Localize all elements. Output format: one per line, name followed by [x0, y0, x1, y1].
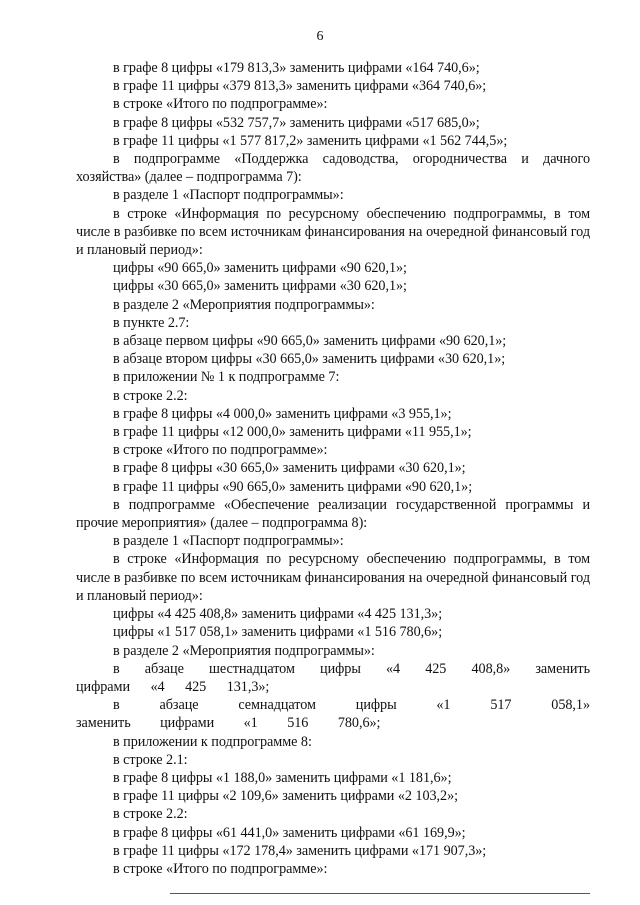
page-number: 6 — [316, 29, 324, 44]
document-paragraph: в графе 8 цифры «61 441,0» заменить цифрами «61 169,9»; — [113, 824, 466, 841]
document-paragraph: в подпрограмме «Поддержка садоводства, огородничества и дачного хозяйства» (далее – подпрограмма 7): — [76, 151, 590, 186]
document-paragraph: в графе 8 цифры «4 000,0» заменить цифрами «3 955,1»; — [113, 405, 452, 422]
document-paragraph: в разделе 1 «Паспорт подпрограммы»: — [113, 187, 344, 204]
document-paragraph: цифры «30 665,0» заменить цифрами «30 620,1»; — [113, 278, 407, 295]
document-paragraph: в абзаце семнадцатом цифры «1 517 058,1» заменить цифрами «1 516 780,6»; — [76, 697, 590, 732]
document-paragraph: в графе 8 цифры «1 188,0» заменить цифрами «1 181,6»; — [113, 769, 452, 786]
document-paragraph: в графе 8 цифры «30 665,0» заменить цифрами «30 620,1»; — [113, 460, 466, 477]
document-paragraph: в графе 11 цифры «90 665,0» заменить цифрами «90 620,1»; — [113, 478, 473, 495]
document-paragraph: в абзаце первом цифры «90 665,0» заменить цифрами «90 620,1»; — [113, 333, 507, 350]
document-paragraph: в строке «Информация по ресурсному обеспечению подпрограммы, в том числе в разбивке по всем источникам финансирования на очередной финансовый год и плановый период»: — [76, 205, 590, 259]
document-body — [76, 59, 590, 878]
document-paragraph: в строке «Итого по подпрограмме»: — [113, 96, 328, 113]
document-paragraph: в разделе 1 «Паспорт подпрограммы»: — [113, 533, 344, 550]
document-paragraph: в графе 8 цифры «532 757,7» заменить цифрами «517 685,0»; — [113, 114, 480, 131]
document-paragraph: в графе 11 цифры «172 178,4» заменить цифрами «171 907,3»; — [113, 842, 487, 859]
document-paragraph: в разделе 2 «Мероприятия подпрограммы»: — [113, 642, 375, 659]
document-paragraph: в строке 2.2: — [113, 387, 188, 404]
document-paragraph: цифры «1 517 058,1» заменить цифрами «1 516 780,6»; — [113, 624, 443, 641]
document-paragraph: цифры «4 425 408,8» заменить цифрами «4 425 131,3»; — [113, 606, 443, 623]
document-paragraph: цифры «90 665,0» заменить цифрами «90 620,1»; — [113, 260, 407, 277]
document-paragraph: в графе 8 цифры «179 813,3» заменить цифрами «164 740,6»; — [113, 60, 480, 76]
document-paragraph: в разделе 2 «Мероприятия подпрограммы»: — [113, 296, 375, 313]
document-paragraph: в подпрограмме «Обеспечение реализации государственной программы и прочие мероприятия» (далее – подпрограмма 8): — [76, 496, 590, 532]
document-paragraph: в абзаце шестнадцатом цифры «4 425 408,8» заменить цифрами «4 425 131,3»; — [76, 660, 590, 695]
document-paragraph: в графе 11 цифры «1 577 817,2» заменить цифрами «1 562 744,5»; — [113, 132, 508, 149]
document-paragraph: в строке 2.1: — [113, 751, 188, 768]
document-paragraph: в приложении к подпрограмме 8: — [113, 733, 312, 750]
document-paragraph: в графе 11 цифры «2 109,6» заменить цифрами «2 103,2»; — [113, 788, 459, 805]
footer-divider — [170, 893, 590, 894]
document-paragraph: в пункте 2.7: — [113, 314, 190, 331]
document-paragraph: в строке «Итого по подпрограмме»: — [113, 860, 328, 877]
document-paragraph: в строке 2.2: — [113, 806, 188, 823]
document-paragraph: в абзаце втором цифры «30 665,0» заменить цифрами «30 620,1»; — [113, 351, 506, 368]
document-paragraph: в строке «Итого по подпрограмме»: — [113, 442, 328, 459]
document-paragraph: в приложении № 1 к подпрограмме 7: — [113, 369, 340, 386]
document-paragraph: в строке «Информация по ресурсному обеспечению подпрограммы, в том числе в разбивке по всем источникам финансирования на очередной финансовый год и плановый период»: — [76, 551, 590, 604]
document-paragraph: в графе 11 цифры «379 813,3» заменить цифрами «364 740,6»; — [113, 78, 487, 95]
document-paragraph: в графе 11 цифры «12 000,0» заменить цифрами «11 955,1»; — [113, 424, 472, 441]
